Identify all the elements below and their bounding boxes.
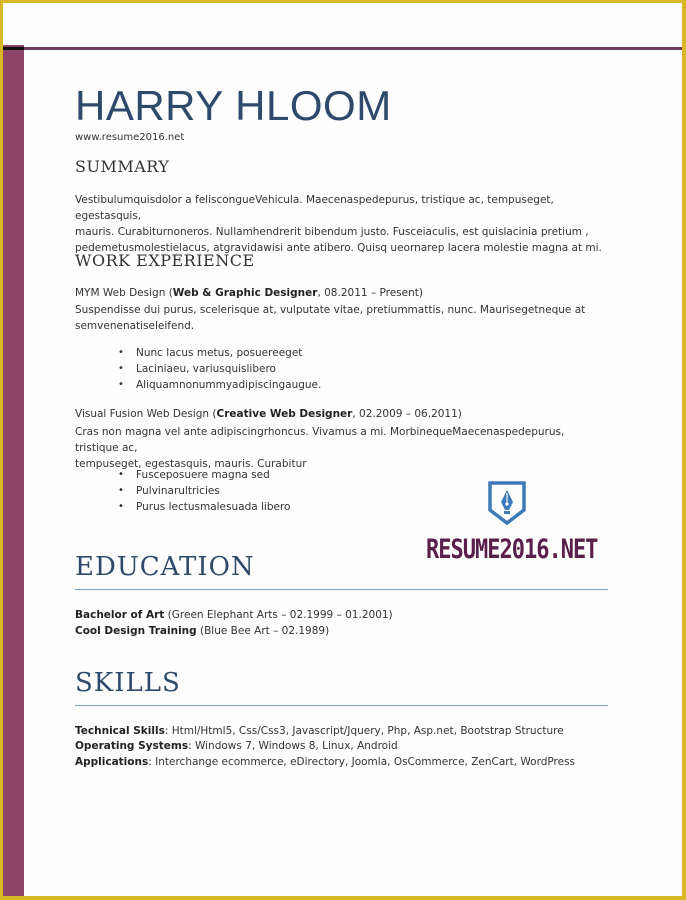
education-item: [75, 623, 329, 639]
candidate-name: HARRY HLOOM: [75, 82, 392, 129]
education-degree: Bachelor of Art: [75, 609, 165, 621]
education-detail: (Blue Bee Art – 02.1989): [196, 625, 330, 637]
job-bullet: • Fusceposuere magna sed: [118, 467, 290, 483]
skill-value: Interchange ecommerce, eDirectory, Joomla, OsCommerce, ZenCart, WordPress: [155, 756, 576, 768]
job-role: Web & Graphic Designer: [172, 287, 318, 299]
work-experience-heading: WORK EXPERIENCE: [75, 251, 255, 270]
job-description-line: Suspendisse dui purus, scelerisque at, vulputate vitae, pretiummattis, nunc. Maurisegetneque at: [75, 304, 586, 316]
job-bullet: • Nunc lacus metus, posuereeget: [118, 345, 321, 361]
job-header: [75, 287, 423, 299]
skill-sep: :: [188, 740, 195, 752]
education-divider: [75, 589, 608, 590]
job-bullet: • Purus lectusmalesuada libero: [118, 499, 290, 515]
website-url: www.resume2016.net: [75, 132, 185, 143]
education-detail: (Green Elephant Arts – 02.1999 – 01.2001): [164, 609, 393, 621]
skill-item: [75, 723, 564, 739]
job-description-line: semvenenatiseleifend.: [75, 320, 195, 332]
job-bullet-list: [118, 345, 321, 393]
skill-sep: :: [164, 725, 172, 737]
summary-line: Vestibulumquisdolor a feliscongueVehicula. Maecenaspedepurus, tristique ac, tempuseget, egestasquis,: [75, 194, 554, 222]
logo-wordmark: RESUME2016.NET: [426, 535, 598, 565]
job-bullet-list: [118, 467, 290, 515]
summary-line: mauris. Curabiturnoneros. Nullamhendrerit bibendum justo. Fusceiaculis, est quislacinia pretium ,: [75, 226, 589, 238]
job-company: Visual Fusion Web Design (: [75, 408, 217, 420]
job-bullet: • Laciniaeu, variusquislibero: [118, 361, 321, 377]
left-accent-bar: [3, 45, 24, 896]
summary-heading: SUMMARY: [75, 157, 170, 176]
skill-label: Applications: [75, 756, 149, 768]
pen-nib-icon: [487, 480, 527, 526]
top-divider-corner: [3, 47, 24, 50]
education-heading: EDUCATION: [75, 552, 255, 582]
job-role: Creative Web Designer: [216, 408, 353, 420]
job-bullet: • Pulvinarultricies: [118, 483, 290, 499]
skill-value: Windows 7, Windows 8, Linux, Android: [194, 740, 398, 752]
education-item: [75, 607, 393, 623]
skills-divider: [75, 705, 608, 706]
job-company: MYM Web Design (: [75, 287, 173, 299]
summary-line: pedemetusmolestielacus, atgravidawisi ante atibero. Quisq ueornarep lacera molestie magna at mi.: [75, 242, 602, 254]
skill-item: [75, 738, 398, 754]
education-degree: Cool Design Training: [75, 625, 197, 637]
top-divider: [3, 47, 682, 50]
skill-value: Html/Html5, Css/Css3, Javascript/Jquery, Php, Asp.net, Bootstrap Structure: [171, 725, 564, 737]
job-dates: , 08.2011 – Present): [317, 287, 423, 299]
skill-label: Technical Skills: [75, 725, 165, 737]
skill-item: [75, 754, 575, 770]
skill-sep: :: [148, 756, 156, 768]
job-header: [75, 408, 462, 420]
summary-text: [75, 192, 610, 256]
job-description: [75, 424, 610, 472]
skill-label: Operating Systems: [75, 740, 189, 752]
job-description: [75, 302, 610, 334]
job-description-line: Cras non magna vel ante adipiscingrhoncus. Vivamus a mi. MorbinequeMaecenaspedepurus, tristique ac,: [75, 426, 565, 454]
job-description-line: tempuseget, egestasquis, mauris. Curabitur: [75, 458, 307, 470]
skills-heading: SKILLS: [75, 668, 181, 698]
job-bullet: • Aliquamnonummyadipiscingaugue.: [118, 377, 321, 393]
job-dates: , 02.2009 – 06.2011): [352, 408, 462, 420]
